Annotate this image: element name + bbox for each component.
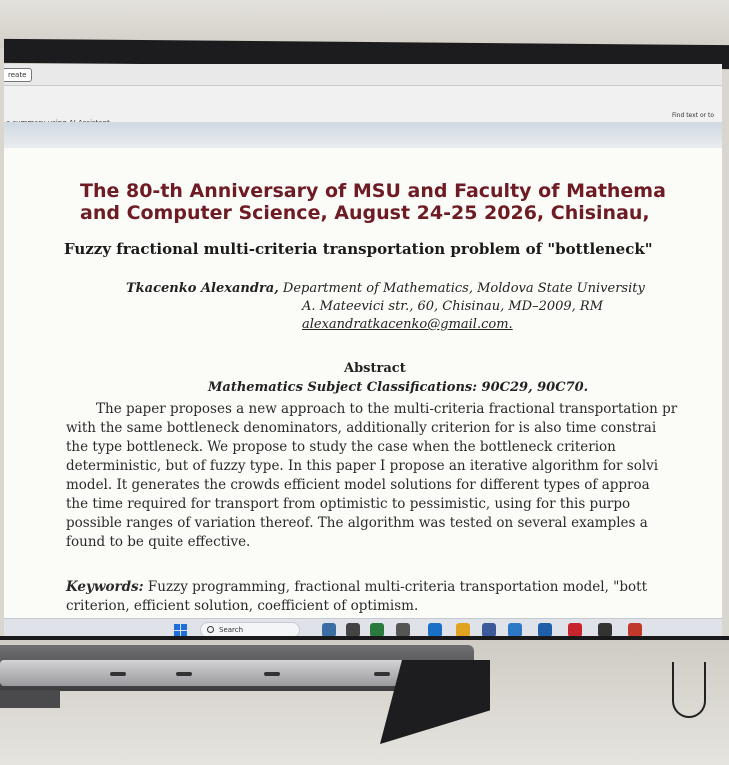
author-block bbox=[126, 280, 645, 334]
device-port-icon bbox=[264, 672, 280, 676]
keywords-text: Fuzzy programming, fractional multi-criteria transportation model, "bott bbox=[143, 579, 647, 595]
abstract-line: The paper proposes a new approach to the multi-criteria fractional transportation pr bbox=[96, 401, 678, 417]
search-icon bbox=[207, 626, 214, 633]
taskbar-app-icon[interactable] bbox=[568, 623, 582, 637]
author-name: Tkacenko Alexandra, bbox=[126, 281, 279, 296]
device-port-icon bbox=[110, 672, 126, 676]
taskbar-app-icon[interactable] bbox=[346, 623, 360, 637]
device-port-icon bbox=[374, 672, 390, 676]
taskbar-app-icon[interactable] bbox=[370, 623, 384, 637]
taskbar-app-icon[interactable] bbox=[598, 623, 612, 637]
taskbar-app-icon[interactable] bbox=[482, 623, 496, 637]
author-email-line bbox=[126, 316, 645, 334]
author-email-link[interactable]: alexandratkacenko@gmail.com. bbox=[302, 317, 513, 332]
device-panel bbox=[0, 660, 420, 686]
taskbar-app-icon[interactable] bbox=[428, 623, 442, 637]
conference-title bbox=[80, 180, 722, 224]
abstract-line: deterministic, but of fuzzy type. In this paper I propose an iterative algorithm for solvi bbox=[66, 458, 659, 474]
keywords-line bbox=[66, 578, 647, 597]
device-base bbox=[0, 690, 60, 708]
search-label: Search bbox=[219, 626, 244, 634]
paper-title: Fuzzy fractional multi-criteria transportation problem of "bottleneck" bbox=[64, 240, 653, 258]
keywords bbox=[66, 578, 647, 616]
taskbar-app-icon[interactable] bbox=[322, 623, 336, 637]
keywords-line: criterion, efficient solution, coefficient of optimism. bbox=[66, 598, 419, 614]
abstract-line: the type bottleneck. We propose to study the case when the bottleneck criterion bbox=[66, 439, 616, 455]
abstract-line: the time required for transport from optimistic to pessimistic, using for this purpo bbox=[66, 496, 631, 512]
author-line bbox=[126, 280, 645, 298]
author-address: A. Mateevici str., 60, Chisinau, MD–2009, RM bbox=[302, 299, 604, 314]
taskbar-app-icon[interactable] bbox=[628, 623, 642, 637]
cable bbox=[672, 662, 706, 718]
abstract-line: possible ranges of variation thereof. The algorithm was tested on several examples a bbox=[66, 515, 648, 531]
taskbar-app-icon[interactable] bbox=[396, 623, 410, 637]
abstract-line: found to be quite effective. bbox=[66, 534, 251, 550]
abstract-line: with the same bottleneck denominators, additionally criterion for is also time constrai bbox=[66, 420, 657, 436]
device-port-icon bbox=[176, 672, 192, 676]
monitor-screen bbox=[4, 64, 722, 640]
author-affiliation: Department of Mathematics, Moldova State University bbox=[282, 281, 645, 296]
find-text-input[interactable]: Find text or to bbox=[672, 112, 715, 119]
taskbar-app-icon[interactable] bbox=[508, 623, 522, 637]
abstract-line: model. It generates the crowds efficient model solutions for different types of approa bbox=[66, 477, 650, 493]
app-toolbar bbox=[4, 64, 722, 86]
taskbar-app-icon[interactable] bbox=[538, 623, 552, 637]
conference-title-line: and Computer Science, August 24-25 2026, Chisinau, bbox=[80, 202, 650, 224]
subject-classification: Mathematics Subject Classifications: 90C29, 90C70. bbox=[208, 380, 589, 395]
conference-title-line: The 80-th Anniversary of MSU and Faculty of Mathema bbox=[80, 180, 666, 202]
author-address-line bbox=[126, 298, 645, 316]
keywords-label: Keywords: bbox=[66, 579, 144, 595]
create-button[interactable]: reate bbox=[4, 68, 32, 82]
pdf-page bbox=[4, 148, 722, 618]
abstract-heading: Abstract bbox=[344, 361, 406, 376]
page-gutter bbox=[4, 122, 722, 148]
taskbar-app-icon[interactable] bbox=[456, 623, 470, 637]
abstract-text bbox=[66, 400, 677, 552]
